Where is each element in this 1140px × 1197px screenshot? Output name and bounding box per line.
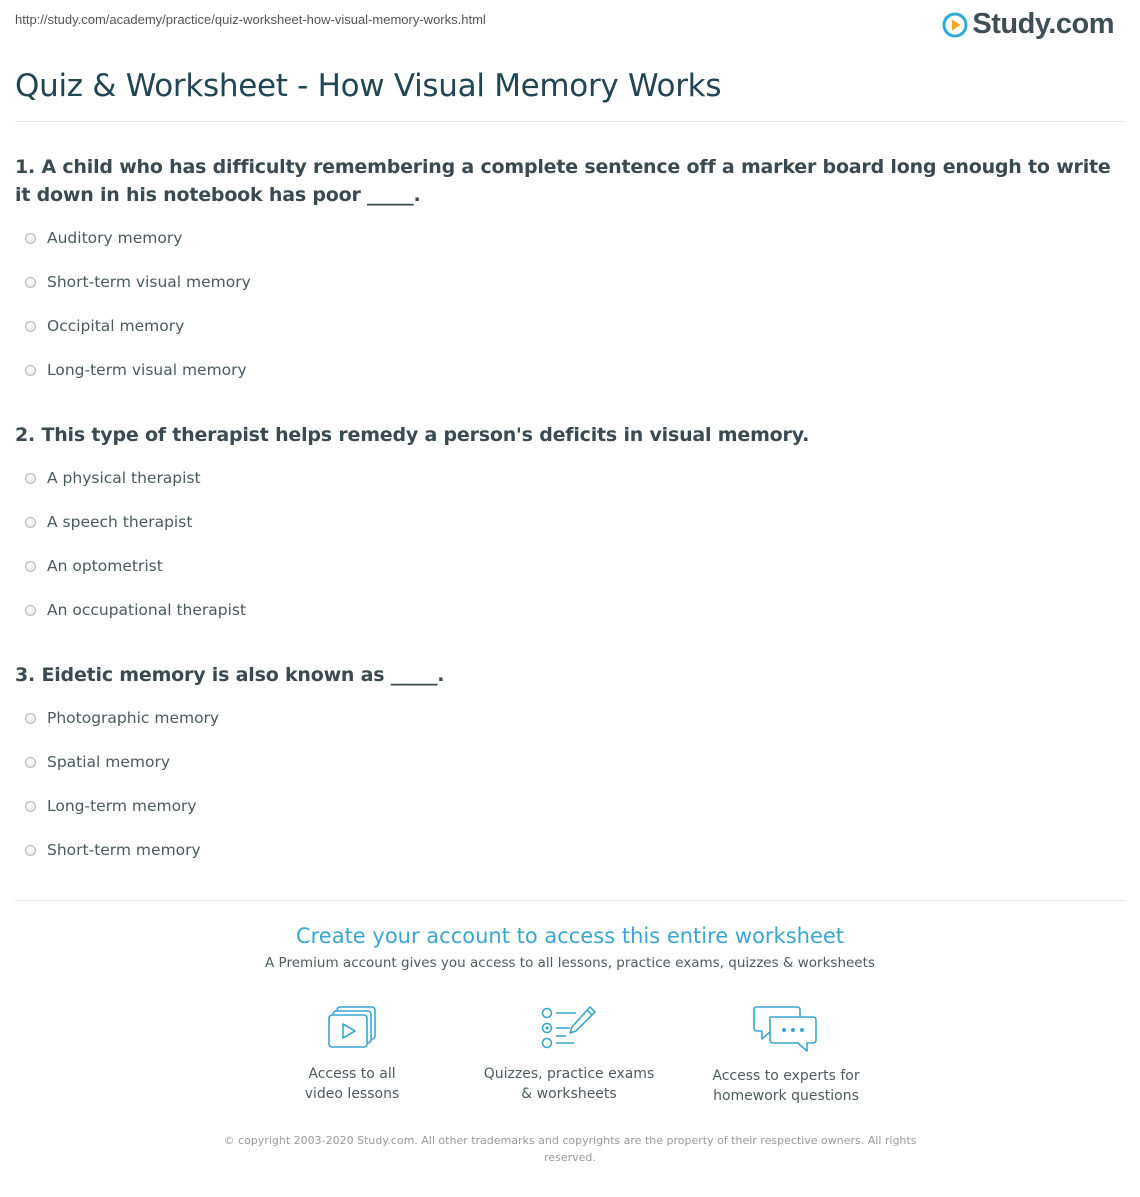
answer-label: An occupational therapist bbox=[47, 601, 247, 619]
answer-option[interactable] bbox=[15, 696, 1120, 740]
study-logo[interactable] bbox=[942, 8, 1114, 41]
answer-label: Short-term visual memory bbox=[47, 273, 251, 291]
answer-label: Short-term memory bbox=[47, 841, 201, 859]
copyright-line1: © copyright 2003-2020 Study.com. All other trademarks and copyrights are the property of their respective owners. All rights bbox=[223, 1134, 917, 1147]
radio-button[interactable] bbox=[25, 757, 36, 768]
play-circle-icon bbox=[942, 12, 968, 38]
answer-list bbox=[15, 456, 1120, 632]
question-text: 1. A child who has difficulty remembering a complete sentence off a marker board long enough to write it down in his notebook has poor _____. bbox=[15, 156, 1111, 206]
answer-label: An optometrist bbox=[47, 557, 163, 575]
radio-button[interactable] bbox=[25, 801, 36, 812]
answer-option[interactable] bbox=[15, 456, 1120, 500]
copyright-line2: reserved. bbox=[544, 1151, 596, 1164]
answer-option[interactable] bbox=[15, 544, 1120, 588]
feature-label-line2: homework questions bbox=[713, 1088, 859, 1104]
chat-bubbles-icon bbox=[753, 1004, 819, 1054]
feature-label-line1: Access to all bbox=[308, 1066, 396, 1082]
answer-label: A speech therapist bbox=[47, 513, 193, 531]
radio-button[interactable] bbox=[25, 321, 36, 332]
cta-divider bbox=[15, 900, 1125, 901]
answer-option[interactable] bbox=[15, 260, 1120, 304]
answer-option[interactable] bbox=[15, 348, 1120, 392]
answer-label: Occipital memory bbox=[47, 317, 185, 335]
answer-option[interactable] bbox=[15, 740, 1120, 784]
radio-button[interactable] bbox=[25, 517, 36, 528]
cta-section bbox=[0, 924, 1140, 971]
cta-subtitle: A Premium account gives you access to all lessons, practice exams, quizzes & worksheets bbox=[265, 955, 875, 971]
radio-button[interactable] bbox=[25, 605, 36, 616]
answer-label: Spatial memory bbox=[47, 753, 171, 771]
question-text: 3. Eidetic memory is also known as _____. bbox=[15, 664, 445, 686]
answer-label: A physical therapist bbox=[47, 469, 201, 487]
page-title: Quiz & Worksheet - How Visual Memory Works bbox=[15, 68, 722, 104]
question-1 bbox=[15, 153, 1120, 392]
answer-option[interactable] bbox=[15, 216, 1120, 260]
feature-label-line1: Access to experts for bbox=[712, 1068, 860, 1084]
answer-option[interactable] bbox=[15, 588, 1120, 632]
question-3 bbox=[15, 661, 1120, 872]
answer-label: Long-term visual memory bbox=[47, 361, 247, 379]
answer-option[interactable] bbox=[15, 784, 1120, 828]
copyright-footer bbox=[220, 1132, 920, 1166]
answer-list bbox=[15, 216, 1120, 392]
radio-button[interactable] bbox=[25, 473, 36, 484]
video-lessons-icon bbox=[324, 1004, 380, 1052]
answer-option[interactable] bbox=[15, 304, 1120, 348]
radio-button[interactable] bbox=[25, 233, 36, 244]
question-text: 2. This type of therapist helps remedy a person's deficits in visual memory. bbox=[15, 424, 810, 446]
answer-label: Long-term memory bbox=[47, 797, 197, 815]
feature-experts bbox=[686, 1004, 886, 1106]
answer-option[interactable] bbox=[15, 828, 1120, 872]
title-divider bbox=[15, 121, 1125, 122]
radio-button[interactable] bbox=[25, 277, 36, 288]
answer-option[interactable] bbox=[15, 500, 1120, 544]
radio-button[interactable] bbox=[25, 365, 36, 376]
radio-button[interactable] bbox=[25, 713, 36, 724]
feature-video-lessons bbox=[252, 1004, 452, 1104]
feature-label-line1: Quizzes, practice exams bbox=[483, 1066, 655, 1082]
page-url: http://study.com/academy/practice/quiz-worksheet-how-visual-memory-works.html bbox=[15, 12, 486, 27]
answer-list bbox=[15, 696, 1120, 872]
answer-label: Auditory memory bbox=[47, 229, 183, 247]
question-2 bbox=[15, 421, 1120, 632]
cta-title[interactable]: Create your account to access this entire worksheet bbox=[295, 924, 845, 948]
quiz-checklist-icon bbox=[540, 1004, 598, 1052]
logo-text: Study.com bbox=[972, 8, 1114, 40]
feature-label-line2: video lessons bbox=[304, 1086, 400, 1102]
answer-label: Photographic memory bbox=[47, 709, 220, 727]
feature-quizzes bbox=[469, 1004, 669, 1104]
radio-button[interactable] bbox=[25, 845, 36, 856]
radio-button[interactable] bbox=[25, 561, 36, 572]
feature-label-line2: & worksheets bbox=[521, 1086, 617, 1102]
